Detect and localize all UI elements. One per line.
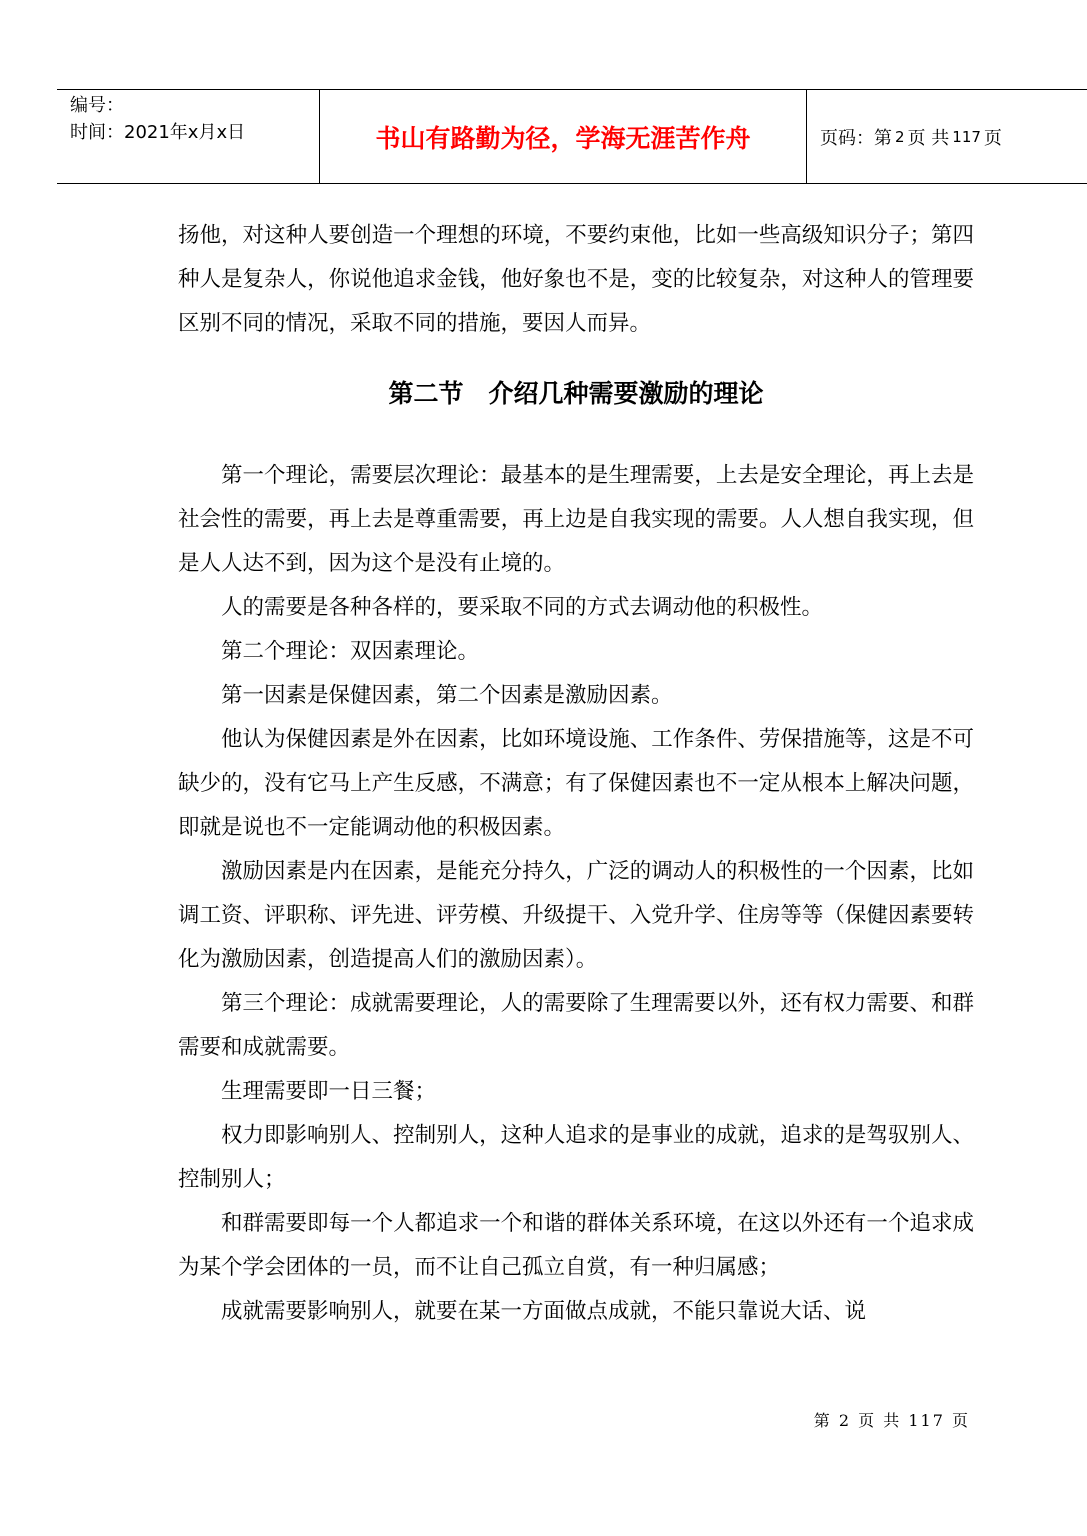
footer-mid: 页 共 (858, 1411, 902, 1430)
page-footer (780, 1408, 970, 1431)
footer-page-number: 2 (838, 1411, 852, 1430)
footer-page-total: 117 (908, 1411, 945, 1430)
page-total: 117 (952, 127, 981, 146)
paragraph: 权力即影响别人、控制别人，这种人追求的是事业的成就，追求的是驾驭别人、控制别人； (178, 1123, 974, 1192)
section-heading: 第二节 介绍几种需要激励的理论 (388, 379, 764, 408)
header-page-info (807, 90, 1087, 183)
document-time: 时间：2021年x月x日 (70, 122, 246, 143)
paragraph: 他认为保健因素是外在因素，比如环境设施、工作条件、劳保措施等，这是不可缺少的，没有它马上产生反感，不满意；有了保健因素也不一定从根本上解决问题，即就是说也不一定能调动他的积极因素。 (178, 727, 974, 840)
footer-suffix: 页 (951, 1411, 970, 1430)
paragraph: 和群需要即每一个人都追求一个和谐的群体关系环境，在这以外还有一个追求成为某个学会团体的一员，而不让自己孤立自赏，有一种归属感； (178, 1211, 974, 1280)
footer-prefix: 第 (813, 1411, 832, 1430)
paragraph: 成就需要影响别人，就要在某一方面做点成就，不能只靠说大话、说 (221, 1299, 867, 1324)
page-prefix: 页码：第 (820, 127, 892, 149)
paragraph: 第一个理论，需要层次理论：最基本的是生理需要，上去是安全理论，再上去是社会性的需要，再上去是尊重需要，再上边是自我实现的需要。人人想自我实现，但是人人达不到，因为这个是没有止境的。 (178, 463, 974, 576)
paragraph: 生理需要即一日三餐； (221, 1079, 437, 1104)
paragraph: 人的需要是各种各样的，要采取不同的方式去调动他的积极性。 (221, 595, 824, 620)
paragraph: 第一因素是保健因素，第二个因素是激励因素。 (221, 683, 673, 708)
page-mid: 页 共 (907, 127, 950, 149)
paragraph: 激励因素是内在因素，是能充分持久，广泛的调动人的积极性的一个因素，比如调工资、评职称、评先进、评劳模、升级提干、入党升学、住房等等（保健因素要转化为激励因素，创造提高人们的激励因素）。 (178, 859, 974, 972)
document-body (178, 214, 974, 1334)
header-motto: 书山有路勤为径，学海无涯苦作舟 (375, 123, 751, 153)
page-header (57, 89, 1087, 184)
paragraph: 扬他，对这种人要创造一个理想的环境，不要约束他，比如一些高级知识分子；第四种人是复杂人，你说他追求金钱，他好象也不是，变的比较复杂，对这种人的管理要区别不同的情况，采取不同的措施，要因人而异。 (178, 223, 974, 336)
header-meta (70, 92, 315, 146)
paragraph: 第二个理论：双因素理论。 (221, 639, 480, 664)
page-suffix: 页 (983, 127, 1002, 149)
paragraph: 第三个理论：成就需要理论，人的需要除了生理需要以外，还有权力需要、和群需要和成就需要。 (178, 991, 974, 1060)
document-number-label: 编号： (70, 95, 124, 116)
page-number: 2 (895, 127, 905, 146)
